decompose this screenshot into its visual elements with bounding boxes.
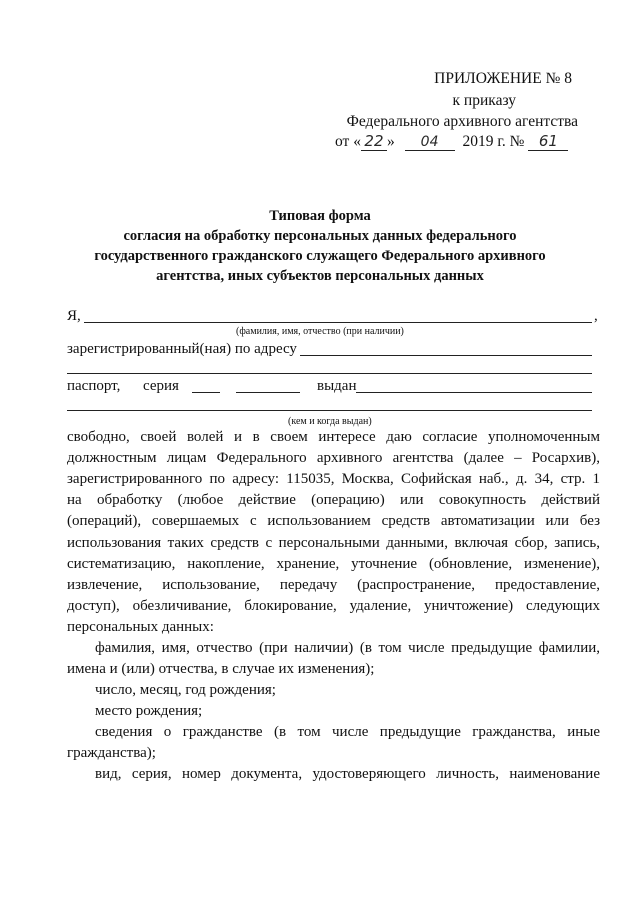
issued-field-line[interactable] bbox=[356, 392, 592, 393]
item-citizenship-line-1: сведения о гражданстве (в том числе предыдущие гражданства, иные bbox=[95, 724, 600, 740]
title-line-1: Типовая форма bbox=[269, 208, 371, 224]
order-number: 61 bbox=[528, 132, 568, 151]
fio-field-line[interactable] bbox=[84, 322, 592, 323]
title-line-3: государственного гражданского служащего Федерального архивного bbox=[94, 248, 546, 264]
body-line-1: свободно, своей волей и в своем интересе даю согласие уполномоченным bbox=[67, 429, 600, 445]
passport-number-line[interactable] bbox=[236, 392, 300, 393]
date-day: 22 bbox=[361, 132, 387, 151]
item-citizenship-line-2: гражданства); bbox=[67, 745, 156, 761]
body-line-9: доступ), обезличивание, блокирование, удаление, уничтожение) следующих bbox=[67, 598, 600, 614]
body-line-8: извлечение, использование, передачу (распространение, предоставление, bbox=[67, 577, 600, 593]
i-label: Я, bbox=[67, 308, 81, 324]
body-line-4: на обработку (любое действие (операцию) или совокупность действий bbox=[67, 492, 600, 508]
date-prefix: от « bbox=[335, 133, 361, 150]
body-line-5: (операций), совершаемых с использованием средств автоматизации или без bbox=[67, 513, 600, 529]
date-year: 2019 г. № bbox=[462, 133, 525, 150]
item-birth-date: число, месяц, год рождения; bbox=[95, 682, 276, 698]
item-document-line-1: вид, серия, номер документа, удостоверяющего личность, наименование bbox=[95, 766, 600, 782]
order-date-line bbox=[335, 132, 568, 151]
body-line-10: персональных данных: bbox=[67, 619, 214, 635]
series-label: серия bbox=[143, 378, 179, 394]
issued-field-line-2[interactable] bbox=[67, 410, 592, 411]
passport-label: паспорт, bbox=[67, 378, 121, 394]
date-separator: » bbox=[386, 133, 395, 150]
item-fio-line-2: имена и (или) отчества, в случае их изменения); bbox=[67, 661, 375, 677]
item-fio-line-1: фамилия, имя, отчество (при наличии) (в том числе предыдущие фамилии, bbox=[95, 640, 600, 656]
passport-series-line[interactable] bbox=[192, 392, 220, 393]
title-line-4: агентства, иных субъектов персональных данных bbox=[156, 268, 484, 284]
item-birth-place: место рождения; bbox=[95, 703, 203, 719]
address-field-line[interactable] bbox=[300, 355, 592, 356]
body-line-7: систематизацию, накопление, хранение, уточнение (обновление, изменение), bbox=[67, 556, 600, 572]
body-line-6: использования таких средств с персональными данными, включая сбор, запись, bbox=[67, 535, 600, 551]
to-order-label: к приказу bbox=[452, 92, 516, 109]
fio-comma: , bbox=[594, 308, 598, 324]
date-month: 04 bbox=[405, 134, 455, 151]
address-field-line-2[interactable] bbox=[67, 373, 592, 374]
registered-label: зарегистрированный(ная) по адресу bbox=[67, 341, 297, 357]
fio-caption: (фамилия, имя, отчество (при наличии) bbox=[236, 326, 404, 337]
issued-label: выдан bbox=[317, 378, 357, 394]
body-line-3: зарегистрированного по адресу: 115035, Москва, Софийская наб., д. 34, стр. 1 bbox=[67, 471, 600, 487]
issued-caption: (кем и когда выдан) bbox=[288, 416, 372, 427]
title-line-2: согласия на обработку персональных данных федерального bbox=[123, 228, 517, 244]
agency-name: Федерального архивного агентства bbox=[346, 113, 578, 130]
body-line-2: должностным лицам Федерального архивного агентства (далее – Росархив), bbox=[67, 450, 600, 466]
appendix-number: ПРИЛОЖЕНИЕ № 8 bbox=[434, 70, 572, 87]
